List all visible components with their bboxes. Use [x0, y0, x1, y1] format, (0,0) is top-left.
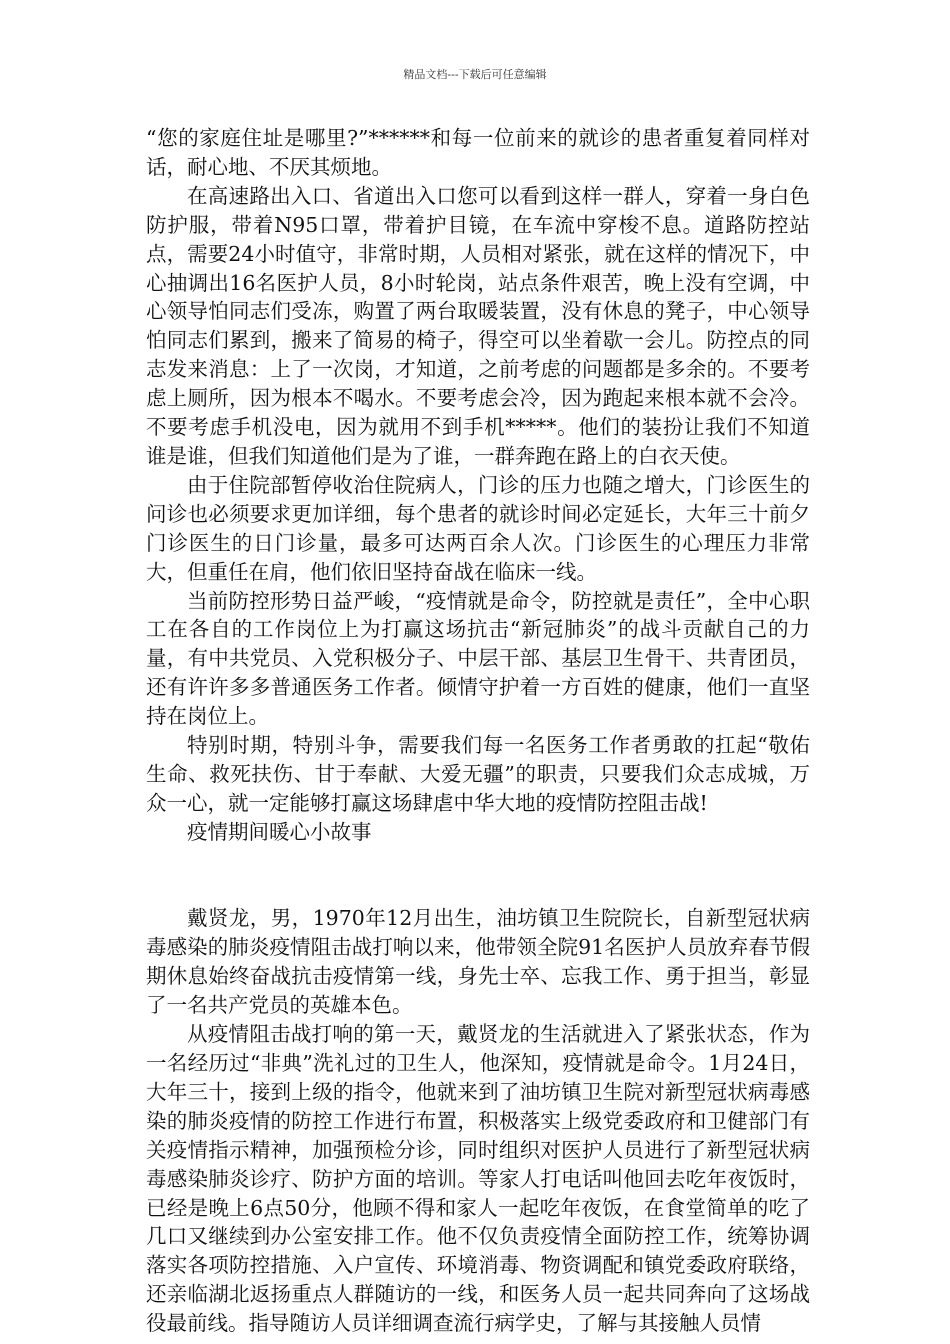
paragraph-checkpoint: 在高速路出入口、省道出入口您可以看到这样一群人，穿着一身白色防护服，带着N95口罩，带着护目镜，在车流中穿梭不息。道路防控站点，需要24小时值守，非常时期，人员相对紧张，就在这样的情况下，中心抽调出16名医护人员，8小时轮岗，站点条件艰苦，晚上没有空调，中心领导怕同志们受冻，购置了两台取暖装置，没有休息的凳子，中心领导怕同志们累到，搬来了简易的椅子，得空可以坐着歇一会儿。防控点的同志发来消息：上了一次岗，才知道，之前考虑的问题都是多余的。不要考虑上厕所，因为根本不喝水。不要考虑会冷，因为跑起来根本就不会冷。不要考虑手机没电，因为就用不到手机*****。他们的装扮让我们不知道谁是谁，但我们知道他们是为了谁，一群奔跑在路上的白衣天使。 — [146, 183, 810, 468]
paragraph-intro-dialogue: “您的家庭住址是哪里?”******和每一位前来的就诊的患者重复着同样对话，耐心地、不厌其烦地。 — [146, 126, 810, 179]
section-heading: 疫情期间暖心小故事 — [187, 819, 372, 844]
paragraph-call-to-action: 特别时期，特别斗争，需要我们每一名医务工作者勇敢的扛起“敬佑生命、救死扶伤、甘于奉献、大爱无疆”的职责，只要我们众志成城，万众一心，就一定能够打赢这场肆虐中华大地的疫情防控阻击战! — [146, 733, 810, 815]
paragraph-outpatient: 由于住院部暂停收治住院病人，门诊的压力也随之增大，门诊医生的问诊也必须要求更加详细，每个患者的就诊时间必定延长，大年三十前夕门诊医生的日门诊量，最多可达两百余人次。门诊医生的心理压力非常大，但重任在肩，他们依旧坚持奋战在临床一线。 — [146, 472, 810, 584]
paragraph-story: 从疫情阻击战打响的第一天，戴贤龙的生活就进入了紧张状态，作为一名经历过“非典”洗礼过的卫生人，他深知，疫情就是命令。1月24日，大年三十，接到上级的指令，他就来到了油坊镇卫生院对新型冠状病毒感染的肺炎疫情的防控工作进行布置，积极落实上级党委政府和卫健部门有关疫情指示精神，加强预检分诊，同时组织对医护人员进行了新型冠状病毒感染肺炎诊疗、防护方面的培训。等家人打电话叫他回去吃年夜饭时，已经是晚上6点50分，他顾不得和家人一起吃年夜饭，在食堂简单的吃了几口又继续到办公室安排工作。他不仅负责疫情全面防控工作，统筹协调落实各项防控措施、入户宣传、环境消毒、物资调配和镇党委政府联络，还亲临湖北返扬重点人群随访的一线，和医务人员一起共同奔向了这场战役最前线。指导随访人员详细调查流行病学史，了解与其接触人员情 — [146, 1022, 810, 1336]
blank-line — [146, 847, 810, 905]
paragraph-situation: 当前防控形势日益严峻，“疫情就是命令，防控就是责任”，全中心职工在各自的工作岗位上为打赢这场抗击“新冠肺炎”的战斗贡献自己的力量，有中共党员、入党积极分子、中层干部、基层卫生骨干、共青团员，还有许许多多普通医务工作者。倾情守护着一方百姓的健康，他们一直坚持在岗位上。 — [146, 588, 810, 729]
document-body — [146, 124, 810, 1338]
paragraph-profile: 戴贤龙，男，1970年12月出生，油坊镇卫生院院长，自新型冠状病毒感染的肺炎疫情阻击战打响以来，他带领全院91名医护人员放弃春节假期休息始终奋战抗击疫情第一线，身先士卒、忘我工作、勇于担当，彰显了一名共产党员的英雄本色。 — [146, 906, 810, 1018]
page-header: 精品文档---下载后可任意编辑 — [403, 68, 547, 81]
